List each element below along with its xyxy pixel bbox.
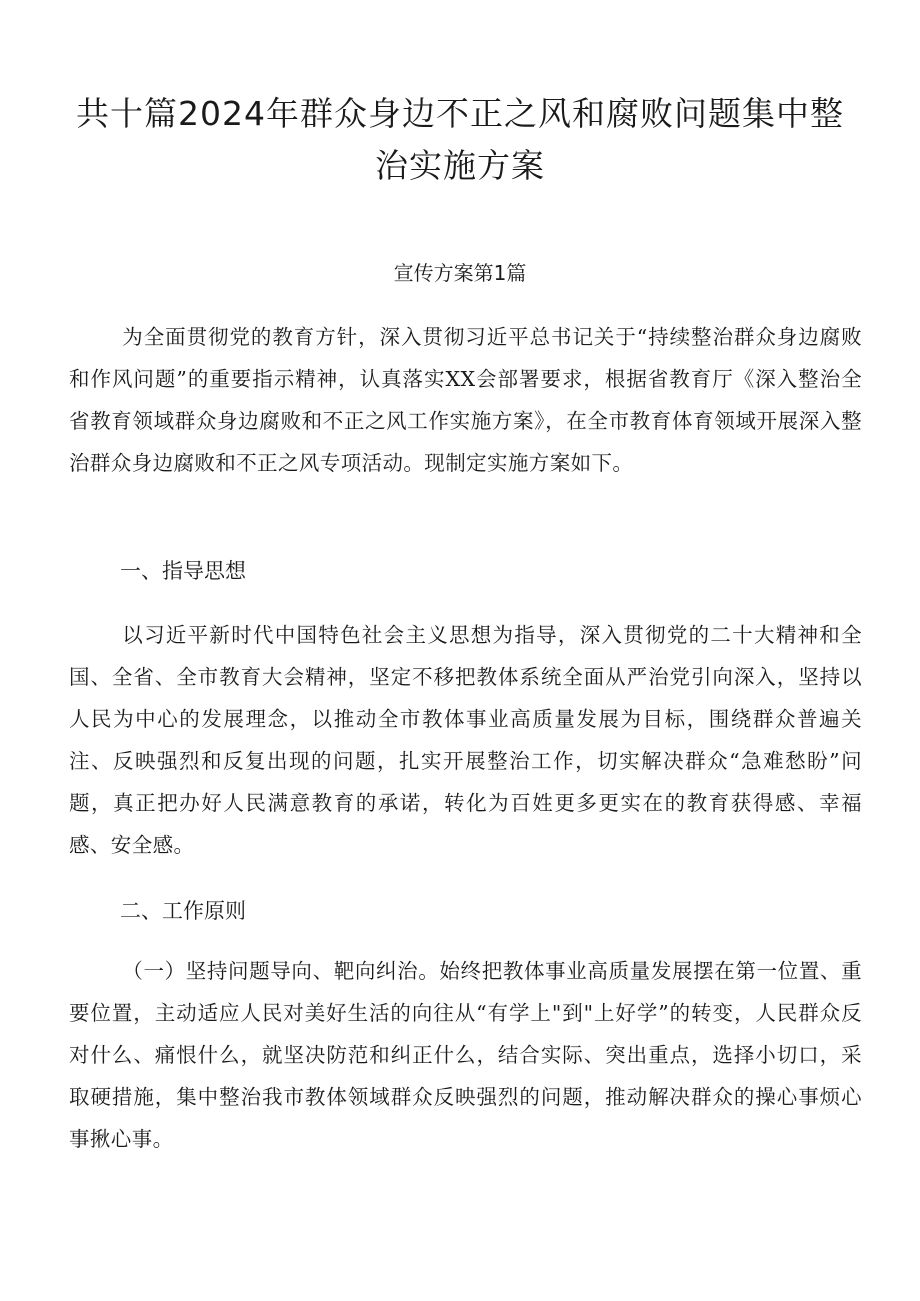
section-heading-guiding-thought: 一、指导思想 <box>120 559 246 583</box>
document-title: 共十篇2024年群众身边不正之风和腐败问题集中整治实施方案 <box>76 94 844 185</box>
document-subtitle: 宣传方案第1篇 <box>393 261 527 285</box>
guiding-thought-paragraph: 以习近平新时代中国特色社会主义思想为指导，深入贯彻党的二十大精神和全国、全省、全市教育大会精神，坚定不移把教体系统全面从严治党引向深入，坚持以人民为中心的发展理念，以推动全市教体事业高质量发展为目标，围绕群众普遍关注、反映强烈和反复出现的问题，扎实开展整治工作，切实解决群众“急难愁盼”问题，真正把办好人民满意教育的承诺，转化为百姓更多更实在的教育获得感、幸福感、安全感。 <box>69 623 862 857</box>
work-principle-paragraph: （一）坚持问题导向、靶向纠治。始终把教体事业高质量发展摆在第一位置、重要位置，主动适应人民对美好生活的向往从“有学上"到"上好学”的转变，人民群众反对什么、痛恨什么，就坚决防范和纠正什么，结合实际、突出重点，选择小切口，采取硬措施，集中整治我市教体领域群众反映强烈的问题，推动解决群众的操心事烦心事揪心事。 <box>69 959 862 1151</box>
intro-paragraph: 为全面贯彻党的教育方针，深入贯彻习近平总书记关于“持续整治群众身边腐败和作风问题”的重要指示精神，认真落实XX会部署要求，根据省教育厅《深入整治全省教育领域群众身边腐败和不正之风工作实施方案》，在全市教育体育领域开展深入整治群众身边腐败和不正之风专项活动。现制定实施方案如下。 <box>69 325 862 475</box>
section-heading-work-principles: 二、工作原则 <box>120 899 246 923</box>
